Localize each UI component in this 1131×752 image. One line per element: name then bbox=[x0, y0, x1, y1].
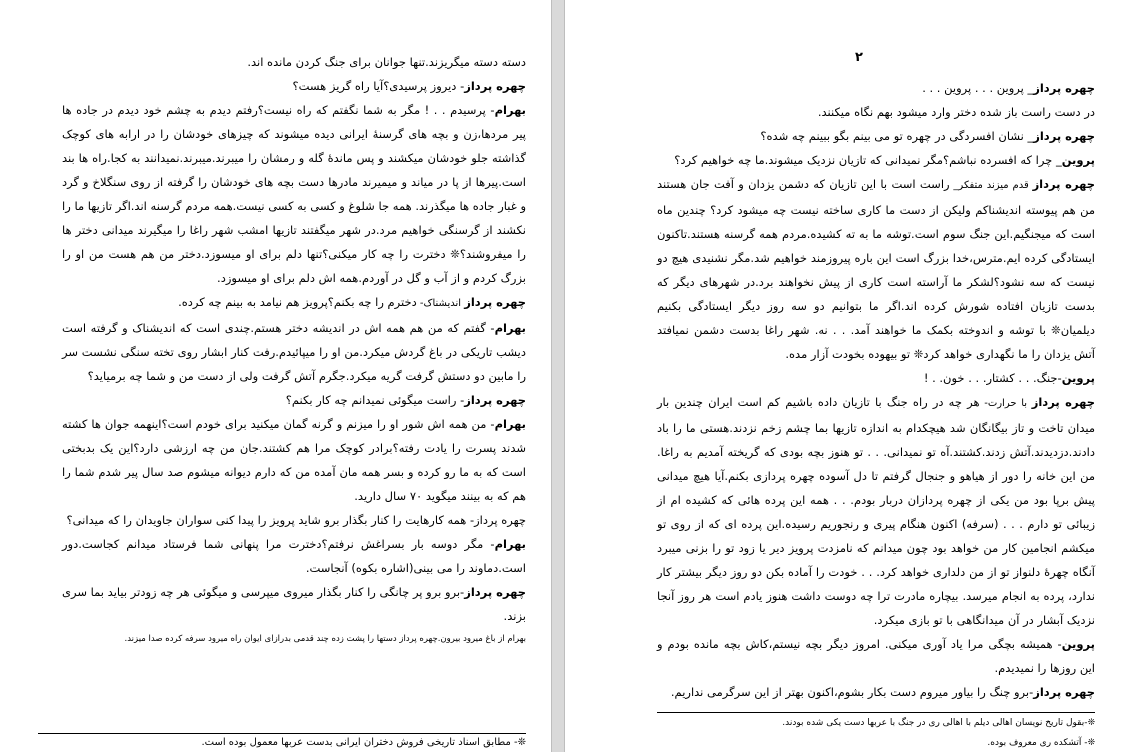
speaker: چهره پرداز bbox=[1032, 177, 1095, 191]
line-text: هر چه در راه جنگ با تازیان داده باشیم کم است ایران چندین بار میدان تاخت و تاز بیگانگان شد هیچکدام به اندازه تازیها بما چشم زخم نزدند.هستی ما را باد دادند.دزدیدند.آتش زدند.کشتند.آه تو نمیدانی. . . تو هنوز بچه بودی که گریخته آمدیم به راغا. من این خانه را دور از هیاهو و جنجال گرفتم تا دل آسوده چهره پردازی بکنم.آیا هیچ میدانی پیش برپا بود من یکی از چهره پردازان دربار بودم. . . همه این پرده هائی که کشیده ام از زیبائی تو دارم . . . (سرفه) اکنون هنگام پیری و رنجوریم رسیده.این پرده ای که از روی تو میکشم انجامین کار من خواهد بود چون میدانم که نامزدت پرویز دیر یا زود تو را بزنی میبرد آنگاه چهرهٔ دلنواز تو از من دلداری خواهد کرد. . . خودت را آماده بکن دو روز دیگر بیشتر کار ندارد، پرده به انجام میرسد. بیچاره مادرت ترا چه دوست داشت هنوز یادم است هر روز آنجا نزدیک آبشار در آن میدانگاهی با تو بازی میکرد. bbox=[657, 395, 1095, 627]
line-5 bbox=[657, 366, 1095, 390]
line-text: - من همه اش شور او را میزنم و گرنه گمان میکنید برای خودم است؟اینهمه جوان ها کشته شدند پسرت را یادت رفته؟برادر کوچک مرا هم کشتند.جان من چه ارزشی دارد؟این یک بدبختی است که به ما رو کرده و بسر همه مان آمده من که دارم دیوانه میشوم صد سال پیر شدم شما را هم که به بینند میگوید ۷۰ سال دارید. bbox=[62, 417, 526, 503]
line-text: دسته دسته میگریزند.تنها جوانان برای جنگ کردن مانده اند. bbox=[247, 55, 526, 69]
speaker: چهره پرداز bbox=[464, 393, 526, 407]
line-5 bbox=[62, 388, 526, 412]
line-6 bbox=[62, 412, 526, 508]
footnote: ❊-بقول تاریخ نویسان اهالی دیلم با اهالی ری در جنگ با عربها دست یکی شده بودند. bbox=[782, 718, 1095, 728]
line-3 bbox=[657, 148, 1095, 172]
speaker: پروین bbox=[1061, 371, 1095, 385]
line-8 bbox=[62, 532, 526, 580]
speaker: چهره پرداز bbox=[1033, 685, 1095, 699]
line-text: _ چرا که افسرده نباشم؟مگر نمیدانی که تازیان نزدیک میشوند.ما چه خواهیم کرد؟ bbox=[674, 153, 1062, 167]
line-text: چهره پرداز- همه کارهایت را کنار بگذار برو شاید پرویز را پیدا کنی سواران جاویدان را که میدانی؟ bbox=[66, 513, 526, 527]
page-gutter bbox=[551, 0, 565, 752]
right-page-body bbox=[657, 76, 1095, 704]
speaker: پروین bbox=[1061, 153, 1095, 167]
line-2 bbox=[62, 98, 526, 290]
line-text: - همیشه بچگی مرا یاد آوری میکنی. امروز دیگر بچه نیستم،کاش بچه مانده بودم و این روزها را نمیدیدم. bbox=[657, 637, 1095, 675]
page-number: ۲ bbox=[855, 50, 863, 65]
speaker: چهره پرداز bbox=[1031, 395, 1095, 409]
line-9 bbox=[62, 580, 526, 628]
line-text: دخترم را چه بکنم؟پرویز هم نیامد به بینم چه کرده. bbox=[178, 295, 417, 309]
line-text: _ پروین . . . پروین . . . bbox=[922, 81, 1034, 95]
speaker: بهرام bbox=[494, 417, 526, 431]
left-page-body bbox=[62, 50, 526, 648]
line-1 bbox=[62, 74, 526, 98]
line-text: - گفتم که من هم همه اش در اندیشه دختر هستم.چندی است که اندیشناک و گرفته است دیشب تاریکی در باغ گردش میکرد.من او را میپائیدم.رفت کنار ابشار روی تخته سنگی نشست سر را مابین دو دستش گرفت گریه میکرد.جگرم آتش گرفت ولی از دست من و شما چه برمیاید؟ bbox=[62, 321, 526, 383]
line-text: - دیروز پرسیدی؟آیا راه گریز هست؟ bbox=[292, 79, 465, 93]
line-text: -برو چنگ را بیاور میروم دست بکار بشوم،اکنون بهتر از این سرگرمی نداریم. bbox=[670, 685, 1034, 699]
speaker: چهره پرداز bbox=[464, 79, 526, 93]
speaker: چهره پرداز bbox=[1033, 81, 1095, 95]
line-text: - راست میگوئی نمیدانم چه کار بکنم؟ bbox=[285, 393, 465, 407]
stage-note: اندیشناک- bbox=[416, 298, 465, 309]
line-text: راست است با این تازیان که دشمن یزدان و آفت جان هستند من هم پیوسته اندیشناکم ولیکن از دست ما کاری ساخته نیست چه میشود کرد؟ چندین ماه است که میجنگیم.این جنگ سوم است.توشه ما به ته کشیده.مردم همه گرسنه هستند.تاکنون ایستادگی کرده ایم.مترس،خدا بزرگ است این باره پیروزمند خواهیم شد.مگر نشنیدی هیچ دو نیست که سه نشود؟لشکر ما آراسته است کاری از پیش نخواهند برد.در شهرهای دیگر که بدست تازیان افتاده شورش کرده اند.اگر ما بتوانیم دو سه روز دیگر ایستادگی بکنیم دیلمیان❊ با توشه و اندوخته بکمک ما خواهند آمد. . . نه. شهر راغا بدست دشمن نمیافتد آتش یزدان را ما نگهداری خواهد کرد❊ تو بیهوده بخودت آزار مده. bbox=[657, 177, 1095, 361]
line-7 bbox=[62, 508, 526, 532]
right-page bbox=[565, 0, 1131, 752]
line-text: -برو برو پر چانگی را کنار بگذار میروی میپرسی و میگوئی هر چه زودتر بیاید بما سری بزند. bbox=[62, 585, 526, 623]
line-text: - پرسیدم . . ! مگر به شما نگفتم که راه نیست؟رفتم دیدم به چشم خود دیدم در جاده ها پیر مردها،زن و بچه های گرسنهٔ ایرانی دیده میشوند که چیزهای خودشان را در ارابه های کوچک گذاشته جلو خودشان میکشند و پس ماندهٔ گله و رمشان را میبرند.میبرند.نمیدانند به کجا.راه ها بند است.پیرها از پا در میاند و میمیرند مادرها دست بچه های خودشان را گرفته از روی سنگلاخ و گرد و غبار جاده ها میگذرند. همه جا شلوغ و کسی به کسی نیست.همه مردم گرسنه اند.اگر تازیها ما را نکشند از گرسنگی خواهیم مرد.در شهر میگفتند تازیها امشب شهر راغا را میگیرند میدانی دختر ها را میفروشند؟❊ دخترت را چه کار میکنی؟تنها دلم برای او میسوزد.دختر من هم هست من او را بزرگ کردم و از آب و گل در آوردم.همه اش دلم برای او میسوزد. bbox=[62, 103, 526, 285]
footnote: ❊- مطابق اسناد تاریخی فروش دختران ایرانی بدست عربها معمول بوده است. bbox=[201, 737, 526, 748]
line-text: -جنگ. . . کشتار. . . خون. . ! bbox=[923, 371, 1062, 385]
line-7 bbox=[657, 632, 1095, 680]
line-1 bbox=[657, 100, 1095, 124]
line-6 bbox=[657, 390, 1095, 632]
speaker: بهرام bbox=[494, 103, 526, 117]
speaker: پروین bbox=[1061, 637, 1095, 651]
line-3 bbox=[62, 290, 526, 316]
footnote: ❊- آتشکده ری معروف بوده. bbox=[987, 738, 1095, 748]
stage-note: قدم میزند متفکر_ bbox=[949, 180, 1033, 191]
line-text: - مگر دوسه بار بسراغش نرفتم؟دخترت مرا پنهانی شما فرستاد میدانم کجاست.دور است.دماوند را می بینی(اشاره بکوه) آنجاست. bbox=[62, 537, 526, 575]
line-2 bbox=[657, 124, 1095, 148]
footnotes bbox=[657, 713, 1095, 752]
line-0 bbox=[62, 50, 526, 74]
line-8 bbox=[657, 680, 1095, 704]
line-text: _ نشان افسردگی در چهره تو می بینم بگو ببینم چه شده؟ bbox=[760, 129, 1034, 143]
speaker: چهره پرداز bbox=[464, 585, 527, 599]
stage-note: با حرارت- bbox=[979, 398, 1032, 409]
speaker: چهره پرداز bbox=[1033, 129, 1095, 143]
line-0 bbox=[657, 76, 1095, 100]
line-4 bbox=[62, 316, 526, 388]
speaker: بهرام bbox=[494, 321, 526, 335]
footnotes bbox=[38, 733, 526, 752]
line-4 bbox=[657, 172, 1095, 366]
left-page bbox=[0, 0, 551, 752]
line-text: در دست راست باز شده دختر وارد میشود بهم نگاه میکنند. bbox=[817, 105, 1095, 119]
speaker: بهرام bbox=[494, 537, 526, 551]
stage-direction: بهرام از باغ میرود بیرون.چهره پرداز دستها را پشت زده چند قدمی بدرازای ایوان راه میرود سرفه کرده صدا میزند. bbox=[124, 634, 526, 644]
speaker: چهره پرداز bbox=[464, 295, 526, 309]
